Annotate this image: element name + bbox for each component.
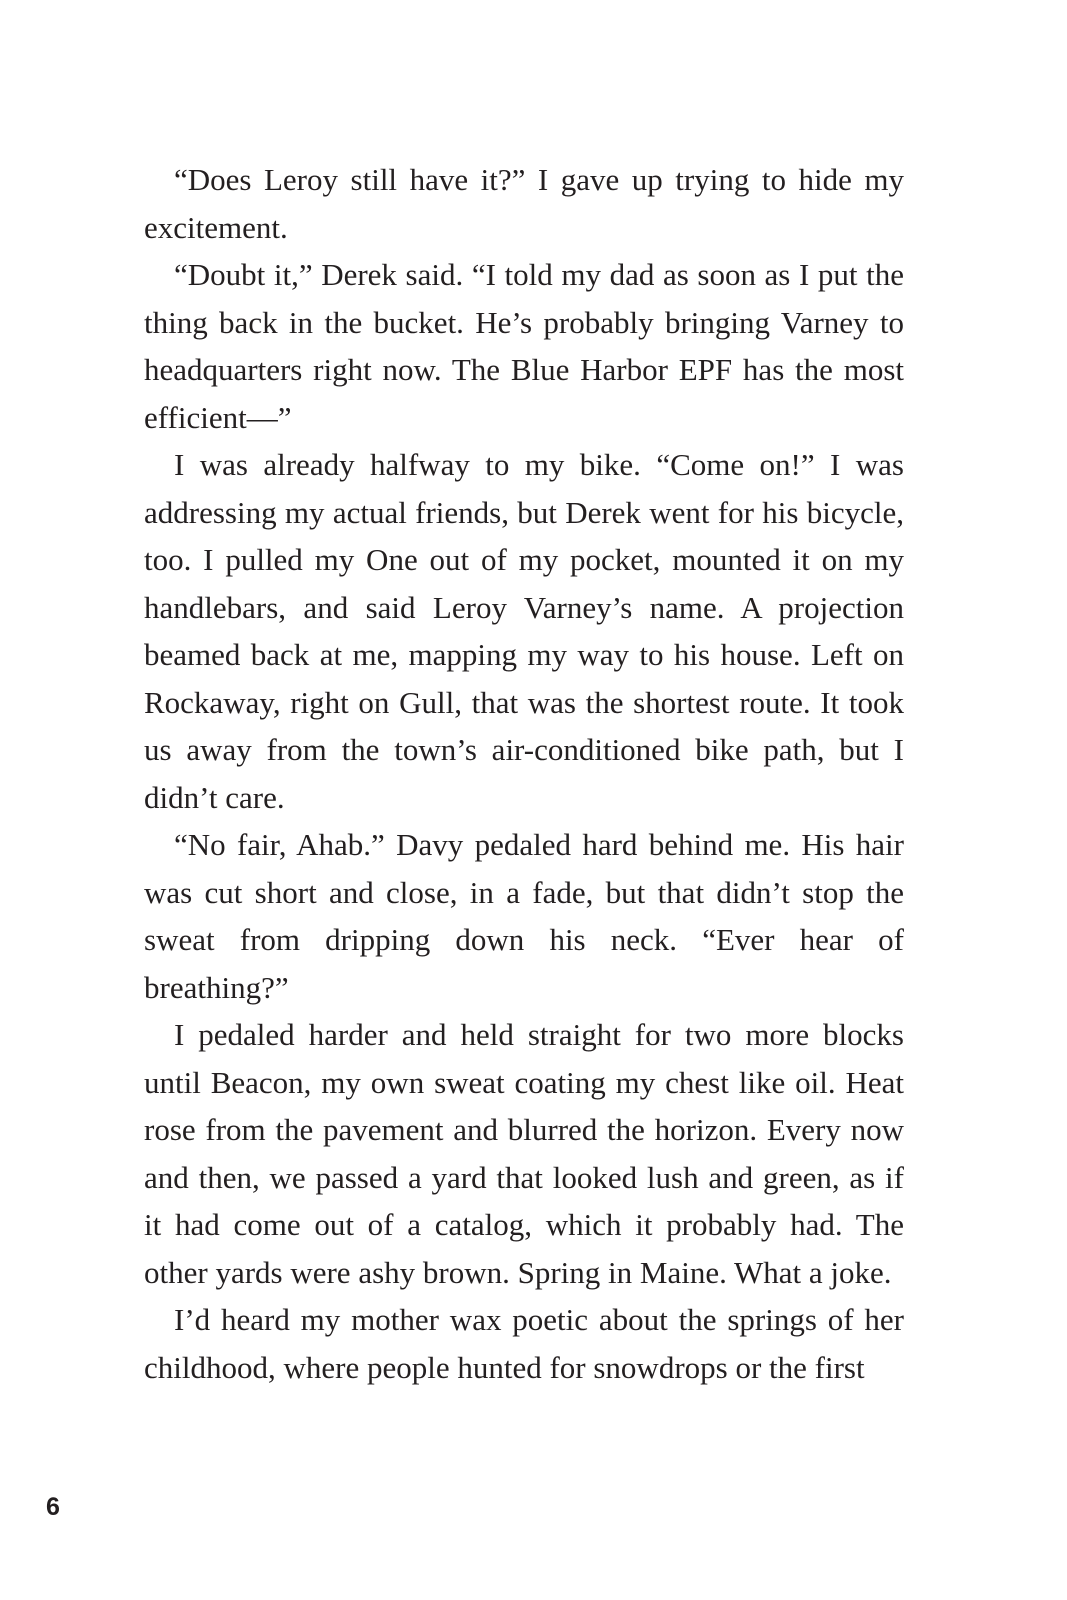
paragraph: “Doubt it,” Derek said. “I told my dad as soon as I put the thing back in the bucket. He’s probably bringing Varney to headquarters right now. The Blue Harbor EPF has the most efficient—” (144, 257, 904, 435)
paragraph: I pedaled harder and held straight for two more blocks until Beacon, my own sweat coating my chest like oil. Heat rose from the pavement and blurred the horizon. Every now and then, we passed a yard that looked lush and green, as if it had come out of a catalog, which it probably had. The other yards were ashy brown. Spring in Maine. What a joke. (144, 1017, 904, 1290)
body-text (144, 156, 904, 1391)
paragraph: I was already halfway to my bike. “Come on!” I was addressing my actual friends, but Derek went for his bicycle, too. I pulled my One out of my pocket, mounted it on my handlebars, and said Leroy Varney’s name. A projection beamed back at me, mapping my way to his house. Left on Rockaway, right on Gull, that was the shortest route. It took us away from the town’s air-conditioned bike path, but I didn’t care. (144, 447, 904, 815)
page-number: 6 (46, 1493, 60, 1521)
paragraph: “Does Leroy still have it?” I gave up trying to hide my excitement. (144, 162, 904, 245)
paragraph: I’d heard my mother wax poetic about the springs of her childhood, where people hunted for snowdrops or the first (144, 1302, 904, 1385)
paragraph: “No fair, Ahab.” Davy pedaled hard behind me. His hair was cut short and close, in a fade, but that didn’t stop the sweat from dripping down his neck. “Ever hear of breathing?” (144, 827, 904, 1005)
